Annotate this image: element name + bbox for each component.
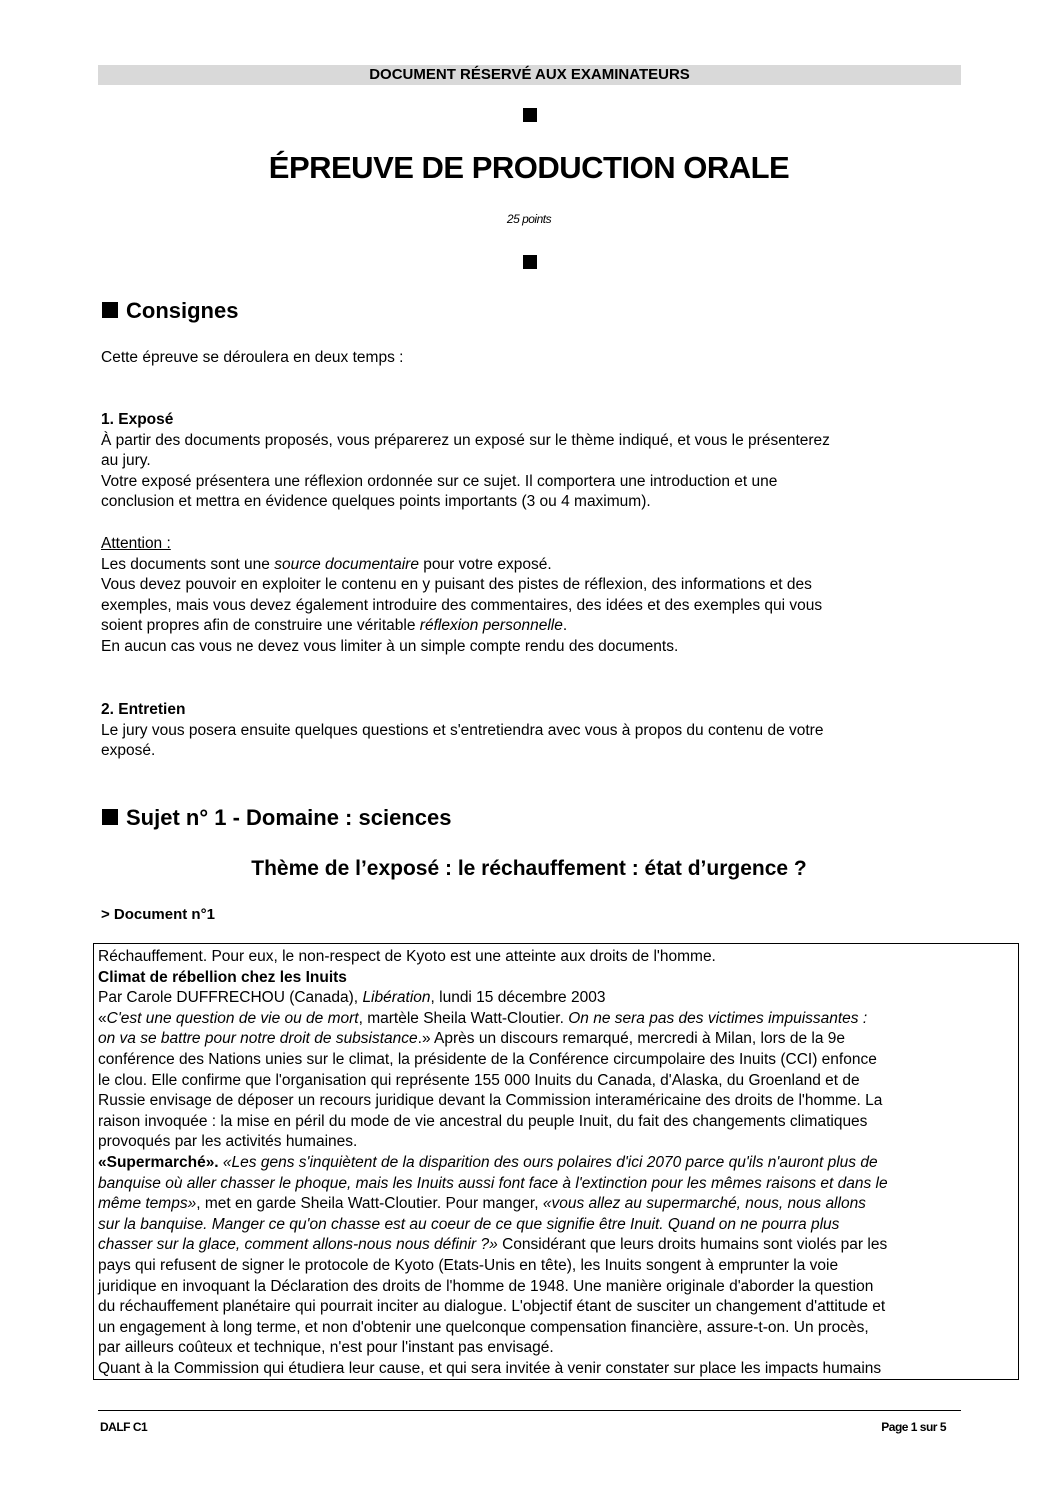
expose-line: Votre exposé présentera une réflexion ordonnée sur ce sujet. Il comportera une introduction et une (101, 472, 778, 490)
attention-line: soient propres afin de construire une véritable réflexion personnelle. (101, 617, 568, 634)
attention-line: En aucun cas vous ne devez vous limiter à un simple compte rendu des documents. (101, 637, 679, 655)
doc-line: «Supermarché». «Les gens s'inquiètent de la disparition des ours polaires d'ici 2070 parce qu'ils n'auront plus de (98, 1153, 878, 1171)
square-bullet-icon (102, 302, 118, 318)
attention-label: Attention : (101, 535, 171, 552)
doc-line: pays qui refusent de signer le protocole de Kyoto (Etats-Unis en tête), les Inuits songent à emprunter la voie (98, 1256, 839, 1274)
doc-line: raison invoquée : la mise en péril du mode de vie ancestral du peuple Inuit, du fait des changements climatiques (98, 1112, 868, 1130)
doc-line: juridique en invoquant la Déclaration des droits de l'homme de 1948. Une manière originale d'aborder la question (98, 1277, 874, 1295)
doc-line: conférence des Nations unies sur le climat, la présidente de la Conférence circumpolaire des Inuits (CCI) enfonce (98, 1050, 877, 1068)
doc-line: «C'est une question de vie ou de mort, martèle Sheila Watt-Cloutier. On ne sera pas des victimes impuissantes : (98, 1009, 868, 1027)
attention-line: Vous devez pouvoir en exploiter le contenu en y puisant des pistes de réflexion, des informations et des (101, 576, 812, 593)
expose-section (101, 410, 981, 513)
doc-line: le clou. Elle confirme que l'organisation qui représente 155 000 Inuits du Canada, d'Alaska, du Groenland et de (98, 1071, 860, 1089)
doc-line: même temps», met en garde Sheila Watt-Cloutier. Pour manger, «vous allez au supermarché, nous, nous allons (98, 1195, 866, 1213)
footer-divider (98, 1410, 961, 1411)
footer-page-number: Page 1 sur 5 (881, 1420, 946, 1434)
entretien-section (101, 700, 981, 762)
doc-line: provoqués par les activités humaines. (98, 1133, 358, 1151)
page-title: ÉPREUVE DE PRODUCTION ORALE (268, 150, 790, 185)
document-box (93, 943, 1019, 1380)
expose-line: au jury. (101, 452, 151, 469)
expose-line: conclusion et mettra en évidence quelques points importants (3 ou 4 maximum). (101, 493, 651, 510)
doc-line: par ailleurs coûteux et technique, n'est pour l'instant pas envisagé. (98, 1339, 554, 1357)
consignes-intro: Cette épreuve se déroulera en deux temps : (101, 349, 404, 366)
attention-line: exemples, mais vous devez également introduire des commentaires, des idées et des exemples qui vous (101, 596, 823, 614)
square-bullet-icon (102, 809, 118, 825)
doc-line: Quant à la Commission qui étudiera leur cause, et qui sera invitée à venir constater sur place les impacts humains (98, 1359, 882, 1377)
doc-line: sur la banquise. Manger ce qu'on chasse est au coeur de ce que signifie être Inuit. Quand on ne pourra plus (98, 1215, 840, 1233)
entretien-line: exposé. (101, 742, 156, 759)
square-bullet-icon (523, 255, 537, 269)
expose-heading: 1. Exposé (101, 411, 174, 428)
doc-line: du réchauffement planétaire qui pourrait inciter au dialogue. L'objectif étant de susciter un changement d'attitude et (98, 1298, 886, 1316)
attention-line: Les documents sont une source documentaire pour votre exposé. (101, 555, 552, 573)
doc-line: chasser sur la glace, comment allons-nous nous définir ?» Considérant que leurs droits humains sont violés par les (98, 1236, 888, 1254)
document-reference: > Document n°1 (101, 906, 215, 923)
footer-exam-label: DALF C1 (100, 1420, 148, 1434)
attention-section (101, 534, 981, 657)
expose-line: À partir des documents proposés, vous préparerez un exposé sur le thème indiqué, et vous le présenterez (101, 431, 830, 449)
doc-line: banquise où aller chasser le phoque, mais les Inuits aussi font face à l'extinction pour les mêmes raisons et dans le (98, 1174, 888, 1192)
sujet-heading: Sujet n° 1 - Domaine : sciences (102, 805, 451, 831)
doc-line: Russie envisage de déposer un recours juridique devant la Commission interaméricaine des droits de l'homme. La (98, 1092, 883, 1110)
doc-line: on va se battre pour notre droit de subsistance.» Après un discours remarqué, mercredi à Milan, lors de la 9e (98, 1030, 845, 1048)
doc-byline: Par Carole DUFFRECHOU (Canada), Libération, lundi 15 décembre 2003 (98, 989, 606, 1007)
doc-article-title: Climat de rébellion chez les Inuits (98, 968, 347, 986)
points-label: 25 points (506, 212, 552, 226)
entretien-heading: 2. Entretien (101, 701, 186, 718)
consignes-heading: Consignes (102, 298, 238, 324)
doc-line: un engagement à long terme, et non d'obtenir une quelconque compensation financière, assure-t-on. Un procès, (98, 1318, 869, 1336)
doc-line: Réchauffement. Pour eux, le non-respect de Kyoto est une atteinte aux droits de l'homme. (98, 948, 716, 965)
examiner-banner: DOCUMENT RÉSERVÉ AUX EXAMINATEURS (98, 65, 961, 85)
theme-title: Thème de l’exposé : le réchauffement : état d’urgence ? (251, 857, 807, 880)
square-bullet-icon (523, 108, 537, 122)
entretien-line: Le jury vous posera ensuite quelques questions et s'entretiendra avec vous à propos du contenu de votre (101, 721, 824, 739)
